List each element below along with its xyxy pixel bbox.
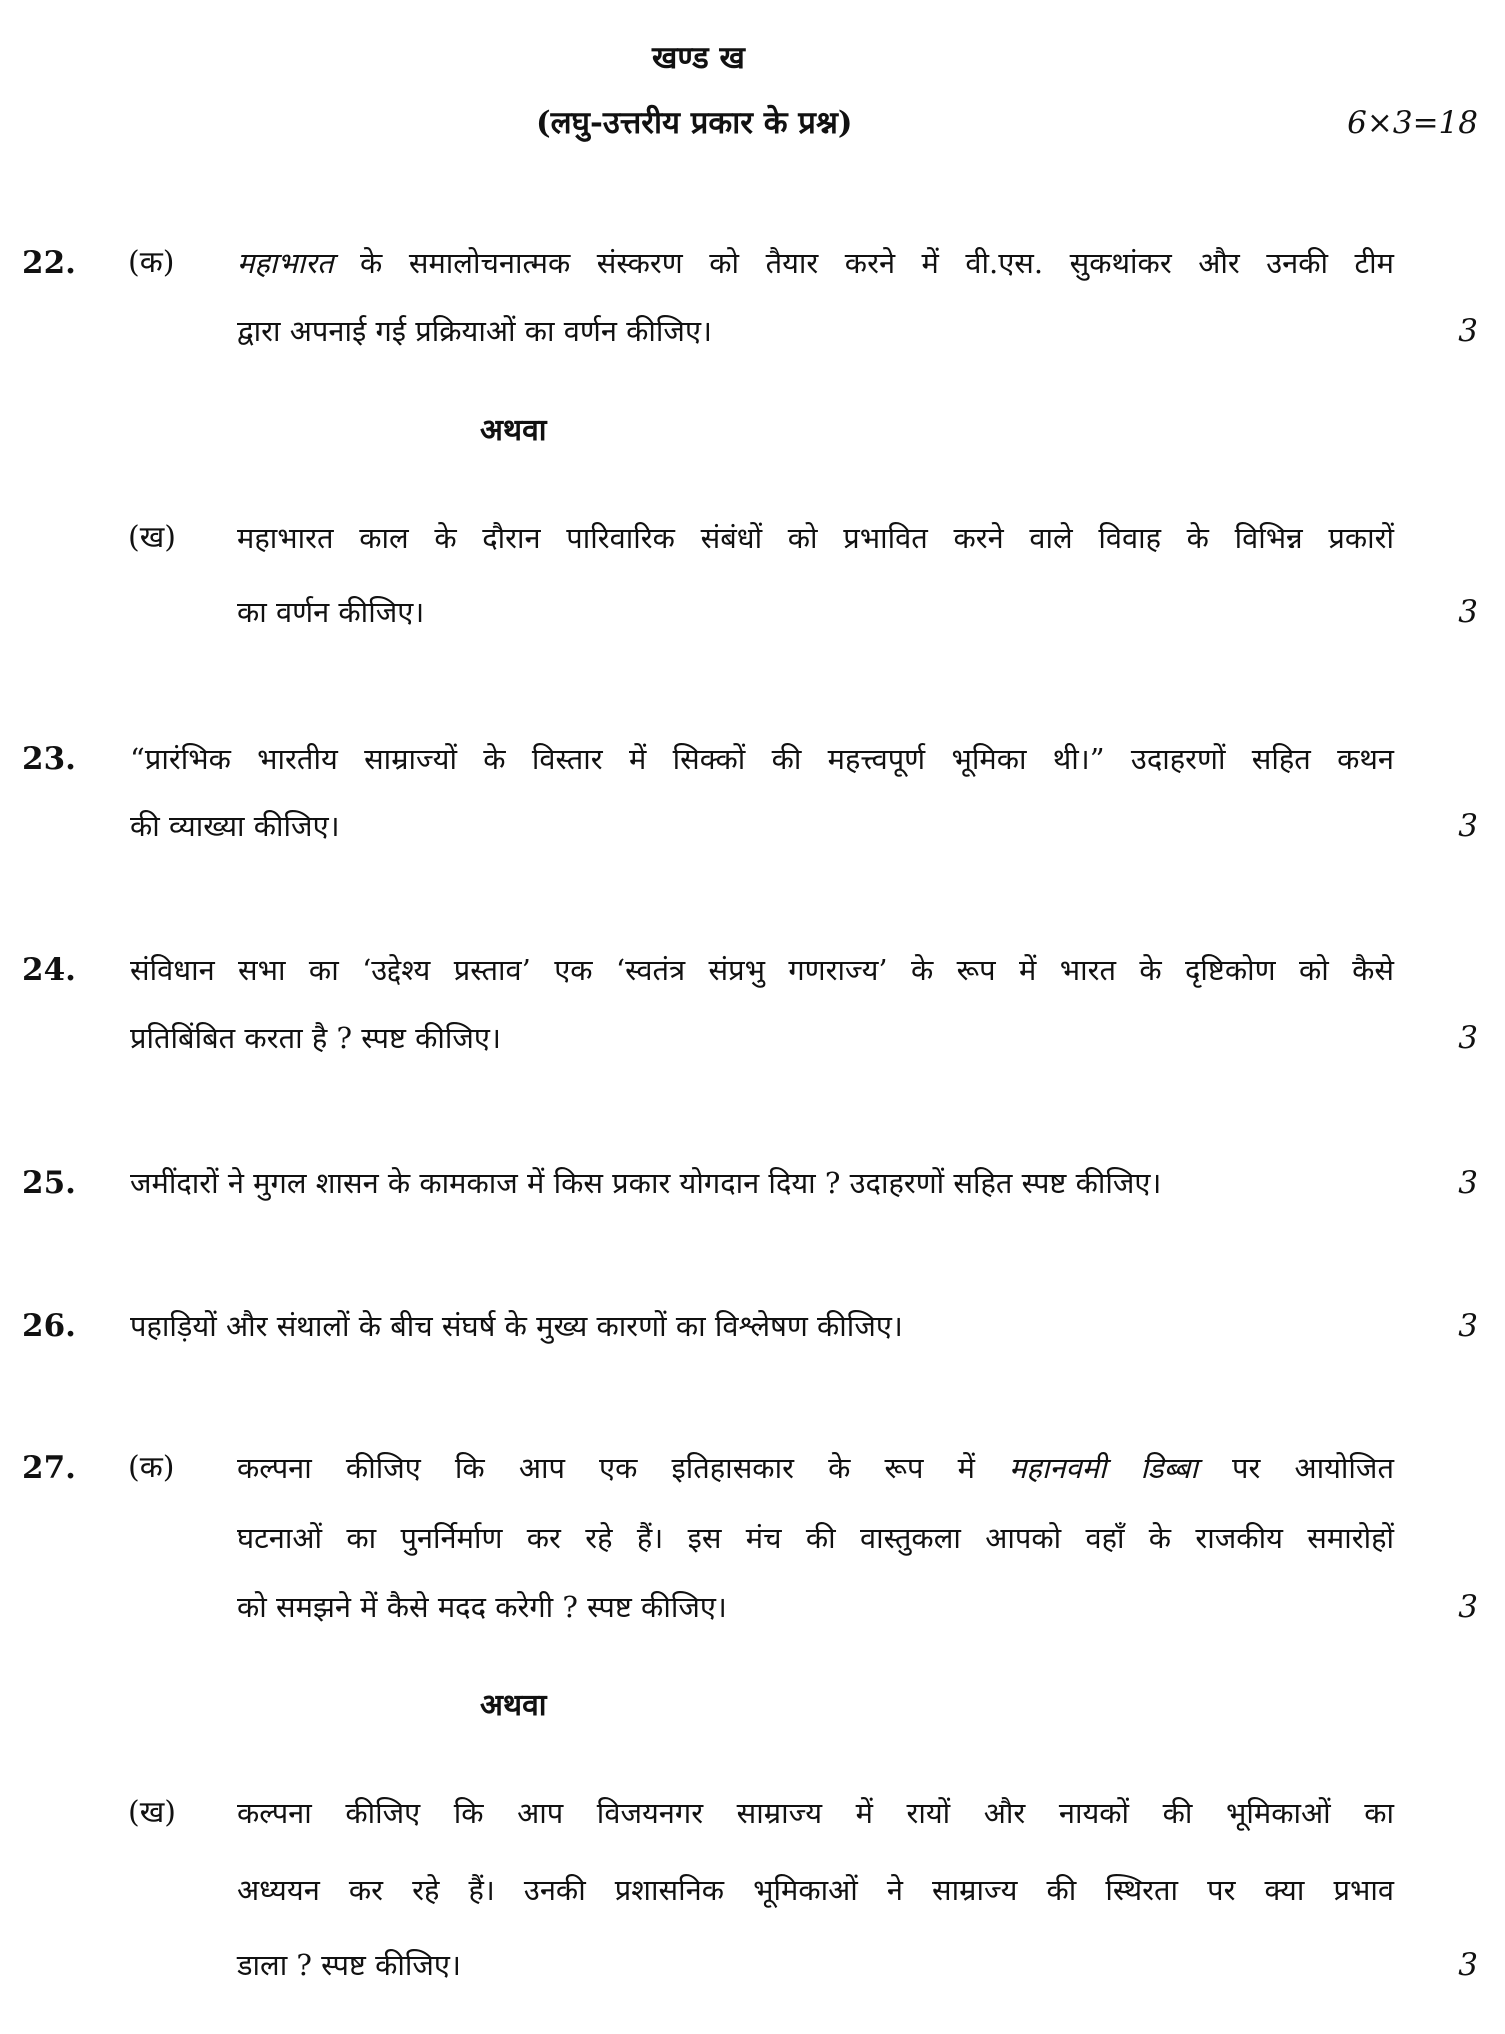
italic-term: महानवमी डिब्बा	[1009, 1451, 1198, 1485]
question-number: 22.	[22, 245, 76, 281]
question-text-line	[237, 241, 1394, 285]
text-segment: प्रतिबिंबित करता है ? स्पष्ट कीजिए।	[130, 1021, 501, 1055]
or-label: अथवा	[480, 1688, 547, 1723]
part-label: (क)	[128, 1450, 175, 1485]
question-number: 27.	[22, 1450, 76, 1486]
text-segment: की व्याख्या कीजिए।	[130, 809, 340, 843]
section-subtitle: (लघु-उत्तरीय प्रकार के प्रश्न)	[536, 105, 853, 141]
section-title: खण्ड ख	[652, 40, 745, 76]
question-text-line	[237, 1791, 1394, 1835]
text-segment: डाला ? स्पष्ट कीजिए।	[237, 1948, 461, 1982]
part-label: (क)	[128, 245, 175, 280]
question-text-line	[237, 309, 1394, 353]
question-text-line	[130, 1161, 1394, 1205]
question-text-line	[130, 804, 1394, 848]
question-text-line	[237, 1943, 1394, 1987]
question-number: 25.	[22, 1165, 76, 1201]
question-text-line	[237, 1585, 1394, 1629]
marks: 3	[1458, 1165, 1478, 1201]
italic-term: महाभारत	[237, 246, 334, 280]
marks: 3	[1458, 808, 1478, 844]
question-text-line	[130, 948, 1394, 992]
question-number: 24.	[22, 952, 76, 988]
text-segment: पर आयोजित	[1197, 1451, 1394, 1485]
or-label: अथवा	[480, 413, 547, 448]
marks: 3	[1458, 1589, 1478, 1625]
text-segment: घटनाओं का पुनर्निर्माण कर रहे हैं। इस मंच की वास्तुकला आपको वहाँ के राजकीय समारोहों	[237, 1521, 1394, 1555]
part-label: (ख)	[128, 520, 176, 555]
text-segment: के समालोचनात्मक संस्करण को तैयार करने में वी.एस. सुकथांकर और उनकी टीम	[333, 246, 1394, 280]
marks: 3	[1458, 1947, 1478, 1983]
text-segment: महाभारत काल के दौरान पारिवारिक संबंधों को प्रभावित करने वाले विवाह के विभिन्न प्रकारों	[237, 521, 1394, 555]
text-segment: संविधान सभा का ‘उद्देश्य प्रस्ताव’ एक ‘स्वतंत्र संप्रभु गणराज्य’ के रूप में भारत के दृष्टिकोण को कैसे	[130, 953, 1394, 987]
question-text-line	[130, 737, 1394, 781]
question-text-line	[130, 1016, 1394, 1060]
marks: 3	[1458, 313, 1478, 349]
question-text-line	[237, 1868, 1394, 1912]
question-number: 26.	[22, 1308, 76, 1344]
total-marks: 6×3=18	[1347, 105, 1478, 141]
text-segment: को समझने में कैसे मदद करेगी ? स्पष्ट कीजिए।	[237, 1590, 727, 1624]
part-label: (ख)	[128, 1795, 176, 1830]
text-segment: अध्ययन कर रहे हैं। उनकी प्रशासनिक भूमिकाओं ने साम्राज्य की स्थिरता पर क्या प्रभाव	[237, 1873, 1394, 1907]
question-text-line	[237, 590, 1394, 634]
marks: 3	[1458, 1308, 1478, 1344]
question-text-line	[130, 1304, 1394, 1348]
text-segment: पहाड़ियों और संथालों के बीच संघर्ष के मुख्य कारणों का विश्लेषण कीजिए।	[130, 1309, 903, 1343]
text-segment: “प्रारंभिक भारतीय साम्राज्यों के विस्तार में सिक्कों की महत्त्वपूर्ण भूमिका थी।” उदाहरणों सहित कथन	[130, 742, 1394, 776]
text-segment: जमींदारों ने मुगल शासन के कामकाज में किस प्रकार योगदान दिया ? उदाहरणों सहित स्पष्ट कीजिए।	[130, 1166, 1162, 1200]
question-text-line	[237, 516, 1394, 560]
text-segment: कल्पना कीजिए कि आप एक इतिहासकार के रूप में	[237, 1451, 1010, 1485]
marks: 3	[1458, 594, 1478, 630]
marks: 3	[1458, 1020, 1478, 1056]
text-segment: का वर्णन कीजिए।	[237, 595, 425, 629]
text-segment: द्वारा अपनाई गई प्रक्रियाओं का वर्णन कीजिए।	[237, 314, 712, 348]
question-text-line	[237, 1446, 1394, 1490]
text-segment: कल्पना कीजिए कि आप विजयनगर साम्राज्य में रायों और नायकों की भूमिकाओं का	[237, 1796, 1394, 1830]
question-text-line	[237, 1516, 1394, 1560]
question-number: 23.	[22, 741, 76, 777]
